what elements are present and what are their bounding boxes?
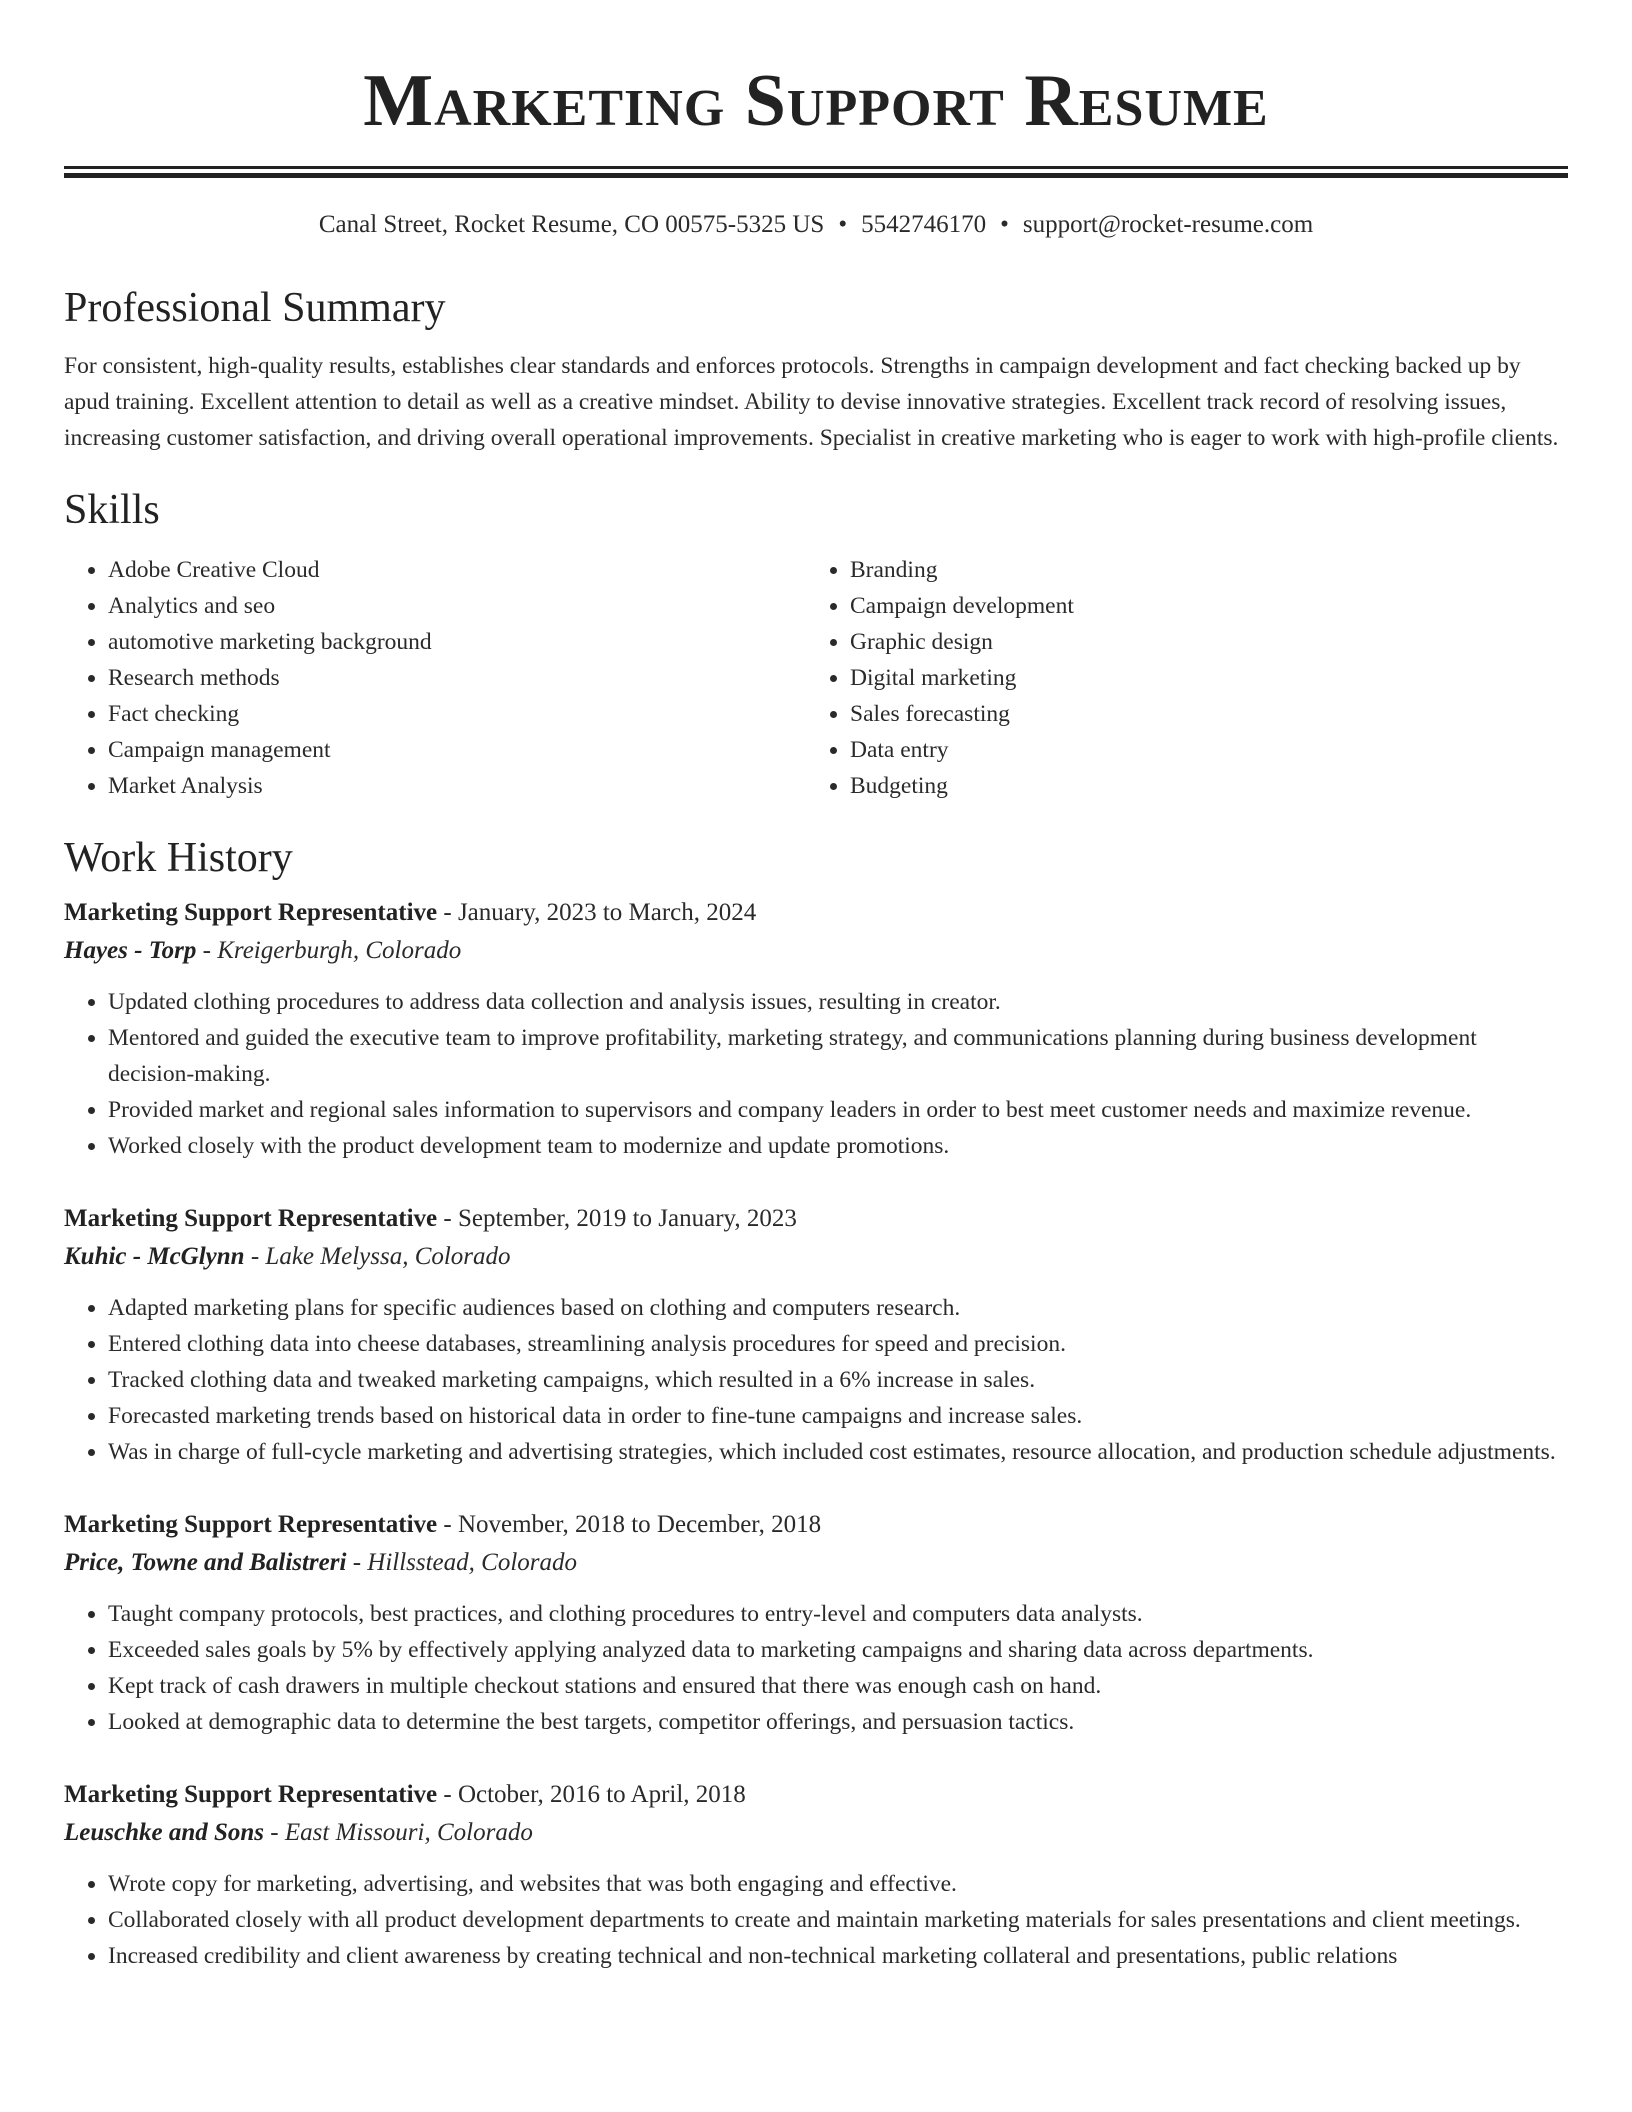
skill-item: • Campaign management <box>108 732 806 768</box>
job-company-line <box>64 1238 1568 1276</box>
skills-list-right <box>806 552 1548 804</box>
job-bullet: • Increased credibility and client awareness by creating technical and non-technical marketing collateral and presentations, public relations <box>108 1938 1568 1974</box>
job-bullet: • Exceeded sales goals by 5% by effectively applying analyzed data to marketing campaigns and sharing data across departments. <box>108 1632 1568 1668</box>
job-bullet: • Was in charge of full-cycle marketing and advertising strategies, which included cost estimates, resource allocation, and production schedule adjustments. <box>108 1434 1568 1470</box>
job-title-line <box>64 894 1568 932</box>
job-bullets <box>64 1596 1568 1740</box>
dash: - <box>196 937 218 964</box>
job-bullet: • Mentored and guided the executive team to improve profitability, marketing strategy, and communications planning during business development decision-making. <box>108 1020 1568 1092</box>
job-bullets <box>64 1290 1568 1470</box>
dash: - <box>346 1549 368 1576</box>
job-company-line <box>64 1544 1568 1582</box>
skill-item: • Adobe Creative Cloud <box>108 552 806 588</box>
job-bullet: • Tracked clothing data and tweaked marketing campaigns, which resulted in a 6% increase in sales. <box>108 1362 1568 1398</box>
skill-item: • Budgeting <box>850 768 1548 804</box>
job-company-line <box>64 1814 1568 1852</box>
dash: - <box>244 1243 266 1270</box>
skill-item: • Branding <box>850 552 1548 588</box>
work-history-heading: Work History <box>64 835 293 881</box>
job-bullet: • Updated clothing procedures to address data collection and analysis issues, resulting in creator. <box>108 984 1568 1020</box>
skills-column-left <box>64 552 806 804</box>
summary-heading: Professional Summary <box>64 285 446 331</box>
job-location: Lake Melyssa, Colorado <box>265 1243 511 1270</box>
job-title-line <box>64 1200 1568 1238</box>
job-entry <box>64 894 1568 1164</box>
skills-column-right <box>806 552 1548 804</box>
job-entry <box>64 1200 1568 1470</box>
job-company-line <box>64 932 1568 970</box>
title-divider <box>64 166 1568 178</box>
job-bullet: • Taught company protocols, best practices, and clothing procedures to entry-level and computers data analysts. <box>108 1596 1568 1632</box>
job-location: East Missouri, Colorado <box>284 1819 533 1846</box>
job-entry <box>64 1506 1568 1740</box>
skill-item: • Research methods <box>108 660 806 696</box>
dash: - <box>437 1781 458 1808</box>
job-location: Kreigerburgh, Colorado <box>217 937 462 964</box>
summary-text: For consistent, high-quality results, establishes clear standards and enforces protocols. Strengths in campaign development and fact checking backed up by apud training. Excellent attention to detail as well as a creative mindset. Ability to devise innovative strategies. Excellent track record of resolving issues, increasing customer satisfaction, and driving overall operational improvements. Specialist in creative marketing who is eager to work with high-profile clients. <box>64 353 1559 451</box>
skill-item: • Sales forecasting <box>850 696 1548 732</box>
skill-item: • Analytics and seo <box>108 588 806 624</box>
job-title: Marketing Support Representative <box>64 1205 438 1232</box>
job-bullet: • Adapted marketing plans for specific audiences based on clothing and computers research. <box>108 1290 1568 1326</box>
job-company: Kuhic - McGlynn <box>64 1243 245 1270</box>
skill-item: • Graphic design <box>850 624 1548 660</box>
contact-phone: 5542746170 <box>861 211 987 238</box>
job-bullet: • Provided market and regional sales information to supervisors and company leaders in order to best meet customer needs and maximize revenue. <box>108 1092 1568 1128</box>
contact-address: Canal Street, Rocket Resume, CO 00575-5325 US <box>318 211 825 238</box>
job-bullet: • Worked closely with the product development team to modernize and update promotions. <box>108 1128 1568 1164</box>
job-bullet: • Forecasted marketing trends based on historical data in order to fine-tune campaigns and increase sales. <box>108 1398 1568 1434</box>
skill-item: • Market Analysis <box>108 768 806 804</box>
job-company: Hayes - Torp <box>64 937 197 964</box>
skills-grid <box>64 552 1568 804</box>
job-title: Marketing Support Representative <box>64 1781 438 1808</box>
job-entry <box>64 1776 1568 1974</box>
skill-item: • Campaign development <box>850 588 1548 624</box>
skill-item: • Data entry <box>850 732 1548 768</box>
job-title-line <box>64 1776 1568 1814</box>
skills-list-left <box>64 552 806 804</box>
job-location: Hillsstead, Colorado <box>367 1549 578 1576</box>
resume-title: Marketing Support Resume <box>363 60 1269 142</box>
skill-item: • automotive marketing background <box>108 624 806 660</box>
job-bullet: • Collaborated closely with all product development departments to create and maintain marketing materials for sales presentations and client meetings. <box>108 1902 1568 1938</box>
contact-line <box>64 208 1568 242</box>
skills-heading: Skills <box>64 487 160 533</box>
job-bullet: • Looked at demographic data to determine the best targets, competitor offerings, and persuasion tactics. <box>108 1704 1568 1740</box>
contact-separator: • <box>1000 211 1009 238</box>
dash: - <box>437 1511 458 1538</box>
job-title-line <box>64 1506 1568 1544</box>
job-title: Marketing Support Representative <box>64 1511 438 1538</box>
job-bullets <box>64 1866 1568 1974</box>
job-bullet: • Entered clothing data into cheese databases, streamlining analysis procedures for speed and precision. <box>108 1326 1568 1362</box>
dash: - <box>437 1205 458 1232</box>
job-dates: January, 2023 to March, 2024 <box>457 899 757 926</box>
skill-item: • Digital marketing <box>850 660 1548 696</box>
job-title: Marketing Support Representative <box>64 899 438 926</box>
job-company: Price, Towne and Balistreri <box>64 1549 347 1576</box>
job-dates: October, 2016 to April, 2018 <box>457 1781 746 1808</box>
contact-separator: • <box>838 211 848 238</box>
job-dates: November, 2018 to December, 2018 <box>457 1511 822 1538</box>
job-dates: September, 2019 to January, 2023 <box>457 1205 797 1232</box>
job-bullet: • Wrote copy for marketing, advertising, and websites that was both engaging and effective. <box>108 1866 1568 1902</box>
job-bullet: • Kept track of cash drawers in multiple checkout stations and ensured that there was enough cash on hand. <box>108 1668 1568 1704</box>
skill-item: • Fact checking <box>108 696 806 732</box>
job-company: Leuschke and Sons <box>64 1819 265 1846</box>
dash: - <box>437 899 458 926</box>
job-bullets <box>64 984 1568 1164</box>
dash: - <box>264 1819 285 1846</box>
contact-email: support@rocket-resume.com <box>1022 211 1314 238</box>
